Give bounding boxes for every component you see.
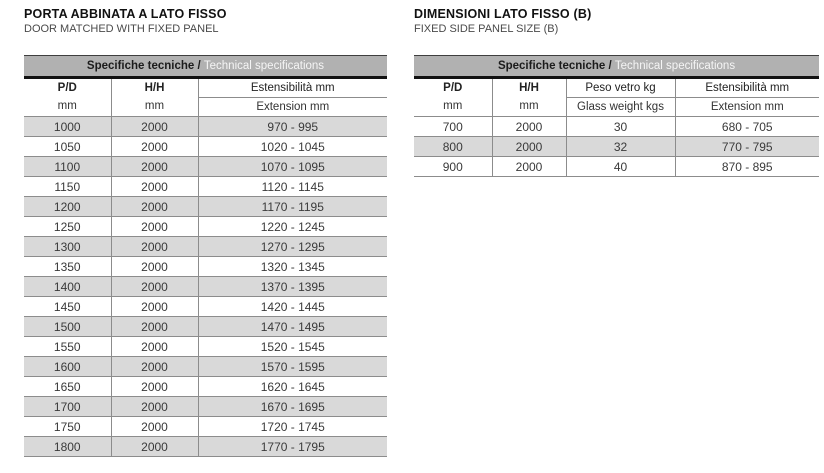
table-cell: 2000 <box>111 277 198 297</box>
table-cell: 1150 <box>24 177 111 197</box>
specs-band-label-english: Technical specifications <box>203 60 325 72</box>
table-cell: 1400 <box>24 277 111 297</box>
table-cell: 1570 - 1595 <box>198 357 387 377</box>
column-header <box>24 78 111 117</box>
section-title-italian: DIMENSIONI LATO FISSO (B) <box>414 7 592 21</box>
table-cell: 2000 <box>492 117 566 137</box>
table-cell: 1320 - 1345 <box>198 257 387 277</box>
table-cell: 1070 - 1095 <box>198 157 387 177</box>
table-cell: 32 <box>566 137 675 157</box>
table-cell: 1270 - 1295 <box>198 237 387 257</box>
table-row <box>24 197 387 217</box>
section-title-english: DOOR MATCHED WITH FIXED PANEL <box>24 23 219 35</box>
table-cell: 2000 <box>492 137 566 157</box>
table-cell: 1620 - 1645 <box>198 377 387 397</box>
table-cell: 30 <box>566 117 675 137</box>
table-cell: 2000 <box>111 437 198 457</box>
table-cell: 1250 <box>24 217 111 237</box>
table-row <box>414 117 819 137</box>
table-cell: 1350 <box>24 257 111 277</box>
table-cell: 1370 - 1395 <box>198 277 387 297</box>
table-cell: 2000 <box>111 357 198 377</box>
table-cell: 870 - 895 <box>675 157 819 177</box>
table-cell: 1200 <box>24 197 111 217</box>
table-cell: 1000 <box>24 117 111 137</box>
table-row <box>24 137 387 157</box>
table-row <box>24 397 387 417</box>
table-cell: 970 - 995 <box>198 117 387 137</box>
table-row <box>24 437 387 457</box>
column-header <box>198 78 387 117</box>
table-cell: 2000 <box>111 417 198 437</box>
table-cell: 2000 <box>111 137 198 157</box>
table-cell: 1720 - 1745 <box>198 417 387 437</box>
column-header <box>414 78 492 117</box>
column-header-bottom-label: mm <box>144 100 165 112</box>
table-cell: 1300 <box>24 237 111 257</box>
column-header-top-label: H/H <box>144 82 165 94</box>
specs-band-label-italian: Specifiche tecniche / <box>86 60 204 72</box>
door-specs-table <box>24 55 387 457</box>
table-row <box>24 277 387 297</box>
table-cell: 1600 <box>24 357 111 377</box>
table-cell: 2000 <box>111 157 198 177</box>
table-cell: 2000 <box>111 177 198 197</box>
column-header-bottom-label: Glass weight kgs <box>567 97 675 116</box>
section-title-english: FIXED SIDE PANEL SIZE (B) <box>414 23 559 35</box>
table-cell: 1450 <box>24 297 111 317</box>
table-cell: 1700 <box>24 397 111 417</box>
table-cell: 900 <box>414 157 492 177</box>
table-cell: 2000 <box>111 397 198 417</box>
table-row <box>24 357 387 377</box>
table-cell: 1770 - 1795 <box>198 437 387 457</box>
table-cell: 2000 <box>492 157 566 177</box>
specs-band <box>414 56 819 78</box>
table-cell: 1750 <box>24 417 111 437</box>
column-header-bottom-label: Extension mm <box>199 97 388 116</box>
table-row <box>24 317 387 337</box>
table-cell: 2000 <box>111 237 198 257</box>
table-cell: 680 - 705 <box>675 117 819 137</box>
fixed-side-panel-section <box>414 7 819 177</box>
table-row <box>24 157 387 177</box>
table-cell: 40 <box>566 157 675 177</box>
table-cell: 1550 <box>24 337 111 357</box>
specs-band <box>24 56 387 78</box>
column-header-bottom-label: mm <box>519 100 539 112</box>
column-header-bottom-label: mm <box>57 100 77 112</box>
column-header-top-label: P/D <box>443 82 463 94</box>
column-header-top-label: Estensibilità mm <box>705 82 790 94</box>
table-row <box>24 237 387 257</box>
column-header <box>492 78 566 117</box>
table-cell: 2000 <box>111 217 198 237</box>
column-header <box>566 78 675 117</box>
column-header-top-label: P/D <box>57 82 77 94</box>
table-row <box>24 257 387 277</box>
table-row <box>24 177 387 197</box>
table-cell: 700 <box>414 117 492 137</box>
door-with-fixed-panel-section <box>24 7 387 457</box>
table-cell: 1120 - 1145 <box>198 177 387 197</box>
column-header-bottom-label: Extension mm <box>676 97 820 116</box>
table-cell: 1470 - 1495 <box>198 317 387 337</box>
fixed-panel-specs-table <box>414 55 819 177</box>
table-row <box>24 377 387 397</box>
table-cell: 1020 - 1045 <box>198 137 387 157</box>
table-cell: 1100 <box>24 157 111 177</box>
table-cell: 1650 <box>24 377 111 397</box>
table-cell: 1220 - 1245 <box>198 217 387 237</box>
table-row <box>24 117 387 137</box>
table-cell: 1500 <box>24 317 111 337</box>
table-row <box>24 417 387 437</box>
table-cell: 2000 <box>111 317 198 337</box>
column-header-top-label: H/H <box>519 82 539 94</box>
column-header-top-label: Peso vetro kg <box>585 82 656 94</box>
table-row <box>24 217 387 237</box>
table-cell: 1170 - 1195 <box>198 197 387 217</box>
section-title-italian: PORTA ABBINATA A LATO FISSO <box>24 7 227 21</box>
column-header <box>111 78 198 117</box>
table-cell: 2000 <box>111 337 198 357</box>
table-cell: 1420 - 1445 <box>198 297 387 317</box>
table-row <box>24 337 387 357</box>
table-row <box>24 297 387 317</box>
column-header <box>675 78 819 117</box>
table-cell: 2000 <box>111 197 198 217</box>
table-row <box>414 137 819 157</box>
table-cell: 2000 <box>111 117 198 137</box>
table-cell: 1670 - 1695 <box>198 397 387 417</box>
table-cell: 770 - 795 <box>675 137 819 157</box>
table-cell: 2000 <box>111 297 198 317</box>
table-cell: 1800 <box>24 437 111 457</box>
column-header-top-label: Estensibilità mm <box>250 82 335 94</box>
specs-band-label-english: Technical specifications <box>614 60 736 72</box>
table-cell: 1520 - 1545 <box>198 337 387 357</box>
specs-band-label-italian: Specifiche tecniche / <box>497 60 615 72</box>
table-cell: 2000 <box>111 377 198 397</box>
column-header-bottom-label: mm <box>443 100 463 112</box>
table-cell: 800 <box>414 137 492 157</box>
table-cell: 1050 <box>24 137 111 157</box>
table-row <box>414 157 819 177</box>
table-cell: 2000 <box>111 257 198 277</box>
